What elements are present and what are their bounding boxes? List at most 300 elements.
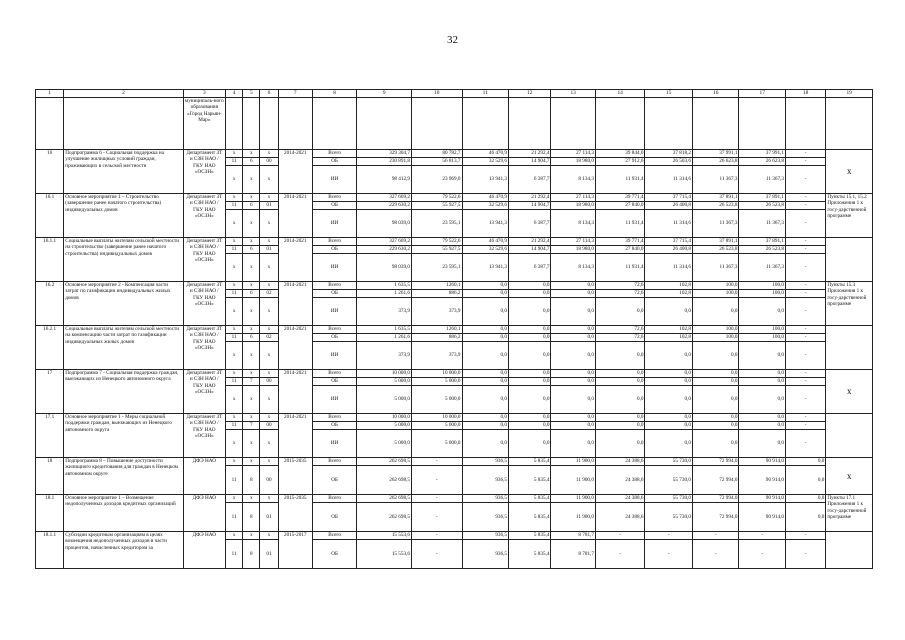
code-cell: х [226, 342, 243, 370]
value-cell: 24 388,6 [595, 495, 645, 503]
value-cell: 0,0 [509, 378, 551, 386]
executor-cell: ДФЭ НАО [183, 458, 225, 495]
source-cell: ИИ [312, 430, 356, 458]
column-number: 10 [411, 90, 462, 98]
value-cell: 0,0 [739, 370, 786, 378]
value-cell: 98 412,9 [357, 166, 412, 194]
value-cell: 39 771,4 [595, 238, 645, 246]
value-cell: 0,0 [462, 290, 509, 298]
code-cell: х [260, 430, 278, 458]
value-cell: 11 367,3 [692, 210, 739, 238]
value-cell: 90 914,0 [739, 503, 786, 532]
value-cell: 13 941,3 [462, 254, 509, 282]
value-cell: - [785, 158, 825, 166]
code-cell: х [226, 495, 243, 503]
value-cell: - [411, 458, 462, 466]
code-cell: х [226, 210, 243, 238]
row-number: 16.1 [36, 194, 64, 238]
value-cell: 0,0 [645, 378, 693, 386]
value-cell: 5 835,4 [509, 503, 551, 532]
value-cell: 55 927,5 [411, 202, 462, 210]
value-cell: 0,0 [509, 334, 551, 342]
column-number: 7 [278, 90, 312, 98]
value-cell: 5 835,4 [509, 458, 551, 466]
value-cell: 26 400,8 [645, 202, 693, 210]
value-cell: 936,5 [462, 458, 509, 466]
value-cell: 11 314,6 [645, 166, 693, 194]
column-number: 14 [595, 90, 645, 98]
value-cell: - [785, 342, 825, 370]
value-cell: 27 840,0 [595, 246, 645, 254]
value-cell: - [785, 210, 825, 238]
value-cell: 0,0 [551, 430, 595, 458]
value-cell: - [785, 422, 825, 430]
value-cell: 26 623,8 [739, 158, 786, 166]
code-cell: 00 [260, 158, 278, 166]
years-cell: 2014-2021 [278, 326, 312, 370]
value-cell: 8 134,3 [551, 254, 595, 282]
code-cell: х [260, 495, 278, 503]
value-cell: 1 635,5 [357, 282, 412, 290]
value-cell: - [645, 532, 693, 540]
code-cell: х [243, 370, 260, 378]
source-cell: ИИ [312, 254, 356, 282]
value-cell: 37 891,1 [739, 194, 786, 202]
code-cell: х [260, 166, 278, 194]
column-number: 9 [357, 90, 412, 98]
years-cell: 2014-2021 [278, 282, 312, 326]
note-cell [826, 414, 873, 458]
value-cell: 18 980,0 [551, 158, 595, 166]
value-cell: 72,6 [595, 290, 645, 298]
value-cell: 102,8 [645, 334, 693, 342]
code-cell: х [243, 386, 260, 414]
code-cell: х [260, 414, 278, 422]
executor-cell: ДФЭ НАО [183, 495, 225, 532]
code-cell: 11 [226, 503, 243, 532]
code-cell: 8 [243, 503, 260, 532]
value-cell: 1 261,6 [357, 290, 412, 298]
source-cell: ИИ [312, 342, 356, 370]
value-cell: - [785, 414, 825, 422]
table-row [36, 495, 873, 503]
code-cell: х [226, 282, 243, 290]
value-cell: 72 994,0 [692, 458, 739, 466]
empty-cell [243, 98, 260, 150]
value-cell: - [411, 466, 462, 495]
value-cell: - [785, 326, 825, 334]
value-cell: 0,0 [509, 282, 551, 290]
code-cell: х [243, 495, 260, 503]
value-cell: - [785, 150, 825, 158]
value-cell: 39 844,0 [595, 150, 645, 158]
code-cell: 01 [260, 540, 278, 569]
table-row [36, 532, 873, 540]
row-number: 17.1 [36, 414, 64, 458]
value-cell: 37 891,1 [739, 238, 786, 246]
program-name: Подпрограмма 8 – Повышение доступности жилищного кредитования для граждан в Ненецком автономном округе [64, 458, 183, 495]
value-cell: 6 387,7 [509, 210, 551, 238]
value-cell: 0,0 [595, 378, 645, 386]
value-cell: - [785, 334, 825, 342]
value-cell: 5 000,0 [357, 378, 412, 386]
value-cell: 886,2 [411, 290, 462, 298]
empty-cell [595, 98, 645, 150]
value-cell: - [411, 503, 462, 532]
value-cell: - [785, 282, 825, 290]
value-cell: 0,0 [595, 422, 645, 430]
code-cell: 11 [226, 246, 243, 254]
value-cell: 23 969,0 [411, 166, 462, 194]
value-cell: 37 891,1 [692, 238, 739, 246]
value-cell: 55 730,0 [645, 458, 693, 466]
value-cell: 98 039,0 [357, 210, 412, 238]
value-cell: 0,0 [785, 495, 825, 503]
value-cell: 13 941,3 [462, 166, 509, 194]
code-cell: 7 [243, 378, 260, 386]
value-cell: - [785, 532, 825, 540]
source-cell: ОБ [312, 540, 356, 569]
source-cell: ОБ [312, 466, 356, 495]
value-cell: 72 994,0 [692, 495, 739, 503]
note-cell: х [826, 150, 873, 194]
value-cell: 24 388,6 [595, 458, 645, 466]
value-cell: - [785, 298, 825, 326]
value-cell: 80 782,7 [411, 150, 462, 158]
value-cell: 37 818,2 [645, 150, 693, 158]
value-cell: 26 623,8 [692, 158, 739, 166]
table-row [36, 150, 873, 158]
code-cell: х [260, 298, 278, 326]
value-cell: - [785, 202, 825, 210]
value-cell: 55 730,0 [645, 466, 693, 495]
value-cell: 0,0 [595, 414, 645, 422]
note-cell [826, 532, 873, 569]
value-cell: 0,0 [462, 414, 509, 422]
column-number: 1 [36, 90, 64, 98]
value-cell: 5 835,4 [509, 466, 551, 495]
source-cell: ОБ [312, 158, 356, 166]
value-cell: - [411, 495, 462, 503]
executor-cell: Департамент ЗТ и СЗН НАО / ГКУ НАО «ОСЗН» [183, 370, 225, 414]
column-number: 8 [312, 90, 356, 98]
source-cell: Всего [312, 495, 356, 503]
value-cell: 10 000,0 [411, 414, 462, 422]
code-cell: х [226, 370, 243, 378]
code-cell: х [226, 238, 243, 246]
years-cell: 2015-2017 [278, 532, 312, 569]
years-cell: 2014-2021 [278, 238, 312, 282]
value-cell: 0,0 [645, 430, 693, 458]
code-cell: х [226, 150, 243, 158]
row-number: 16.1.1 [36, 238, 64, 282]
program-name: Подпрограмма 7 - Социальная поддержка граждан, выезжающих из Ненецкого автономного округа [64, 370, 183, 414]
value-cell: 0,0 [785, 503, 825, 532]
code-cell: х [260, 210, 278, 238]
column-number: 16 [692, 90, 739, 98]
value-cell: 39 771,4 [595, 194, 645, 202]
value-cell: 79 522,6 [411, 238, 462, 246]
table-row [36, 282, 873, 290]
value-cell: 11 931,4 [595, 254, 645, 282]
value-cell: 0,0 [551, 342, 595, 370]
note-cell: Пункты 15.3 Приложения 1 к госу-дарственной программе [826, 282, 873, 326]
code-cell: х [243, 532, 260, 540]
value-cell: 100,0 [739, 290, 786, 298]
code-cell: х [260, 150, 278, 158]
value-cell: 100,0 [739, 282, 786, 290]
value-cell: 21 292,4 [509, 194, 551, 202]
value-cell: 11 931,4 [595, 166, 645, 194]
source-cell: Всего [312, 414, 356, 422]
value-cell: 23 595,1 [411, 210, 462, 238]
row-number: 18 [36, 458, 64, 495]
code-cell: х [226, 430, 243, 458]
value-cell: - [595, 532, 645, 540]
value-cell: 0,0 [462, 326, 509, 334]
value-cell: 15 553,6 [357, 532, 412, 540]
value-cell: 936,5 [462, 466, 509, 495]
executor-cell: Департамент ЗТ и СЗН НАО / ГКУ НАО «ОСЗН» [183, 414, 225, 458]
program-name: Подпрограмма 6 - Социальная поддержка на улучшение жилищных условий граждан, проживающих в сельской местности [64, 150, 183, 194]
code-cell: 6 [243, 202, 260, 210]
value-cell: - [785, 194, 825, 202]
value-cell: 8 781,7 [551, 540, 595, 569]
value-cell: 0,0 [551, 298, 595, 326]
value-cell: 27 114,3 [551, 238, 595, 246]
code-cell: 6 [243, 158, 260, 166]
budget-table [35, 89, 873, 569]
value-cell: 1260,1 [411, 282, 462, 290]
executor-cell: Департамент ЗТ и СЗН НАО / ГКУ НАО «ОСЗН» [183, 194, 225, 238]
code-cell: х [243, 342, 260, 370]
code-cell: х [260, 532, 278, 540]
value-cell: 0,0 [462, 378, 509, 386]
value-cell: - [739, 532, 786, 540]
value-cell: 0,0 [462, 298, 509, 326]
value-cell: 32 529,6 [462, 202, 509, 210]
code-cell: 01 [260, 246, 278, 254]
source-cell: Всего [312, 238, 356, 246]
empty-cell [462, 98, 509, 150]
value-cell: - [785, 386, 825, 414]
column-number: 17 [739, 90, 786, 98]
value-cell: 0,0 [645, 370, 693, 378]
value-cell: 55 730,0 [645, 495, 693, 503]
source-cell: ОБ [312, 334, 356, 342]
value-cell: 262 698,5 [357, 503, 412, 532]
empty-cell [312, 98, 356, 150]
value-cell: 14 904,7 [509, 202, 551, 210]
code-cell: 8 [243, 466, 260, 495]
value-cell: 11 367,3 [692, 166, 739, 194]
source-cell: Всего [312, 532, 356, 540]
program-name: Основное мероприятие 1 – Строительство (завершение ранее начатого строительства) индивидуальных домов [64, 194, 183, 238]
value-cell: 262 698,5 [357, 458, 412, 466]
value-cell: 56 813,7 [411, 158, 462, 166]
value-cell: 100,0 [692, 290, 739, 298]
value-cell: 8 134,3 [551, 210, 595, 238]
empty-cell [411, 98, 462, 150]
value-cell: 21 292,4 [509, 238, 551, 246]
value-cell: 0,0 [595, 430, 645, 458]
value-cell: 0,0 [692, 414, 739, 422]
column-number: 15 [645, 90, 693, 98]
value-cell: 90 914,0 [739, 466, 786, 495]
column-number: 19 [826, 90, 873, 98]
source-cell: ОБ [312, 503, 356, 532]
code-cell: 02 [260, 334, 278, 342]
value-cell: 23 595,1 [411, 254, 462, 282]
code-cell: х [243, 282, 260, 290]
years-cell: 2014-2021 [278, 150, 312, 194]
value-cell: 886,2 [411, 334, 462, 342]
note-cell [826, 238, 873, 282]
value-cell: 26 523,8 [692, 246, 739, 254]
source-cell: Всего [312, 370, 356, 378]
value-cell: 11 900,0 [551, 503, 595, 532]
value-cell: 100,0 [739, 334, 786, 342]
code-cell: х [226, 166, 243, 194]
value-cell: 55 730,0 [645, 503, 693, 532]
value-cell: 0,0 [462, 386, 509, 414]
value-cell: 90 914,0 [739, 495, 786, 503]
value-cell: 8 134,3 [551, 166, 595, 194]
code-cell: х [226, 254, 243, 282]
executor-cell: Департамент ЗТ и СЗН НАО / ГКУ НАО «ОСЗН» [183, 150, 225, 194]
value-cell: 0,0 [645, 414, 693, 422]
executor-cell: муниципаль-ного образования «Город Нарьян-Мар» [183, 98, 225, 150]
years-cell: 2015-2035 [278, 495, 312, 532]
value-cell: 0,0 [462, 422, 509, 430]
value-cell: 11 900,0 [551, 458, 595, 466]
program-name: Субсидии кредитным организациям в целях возмещения недополученных доходов в части процентов, начисленных кредитором за [64, 532, 183, 569]
column-number: 4 [226, 90, 243, 98]
value-cell: - [595, 540, 645, 569]
value-cell: - [785, 254, 825, 282]
years-cell: 2014-2021 [278, 370, 312, 414]
value-cell: 1 261,6 [357, 334, 412, 342]
value-cell: 0,0 [739, 342, 786, 370]
empty-cell [226, 98, 243, 150]
code-cell: 01 [260, 503, 278, 532]
source-cell: ИИ [312, 210, 356, 238]
value-cell: 0,0 [692, 298, 739, 326]
source-cell: ИИ [312, 386, 356, 414]
code-cell: 00 [260, 422, 278, 430]
value-cell: 5 835,4 [509, 532, 551, 540]
value-cell: 14 904,7 [509, 246, 551, 254]
value-cell: 5 000,0 [411, 422, 462, 430]
value-cell: 26 523,8 [739, 202, 786, 210]
column-number: 18 [785, 90, 825, 98]
value-cell: 6 387,7 [509, 166, 551, 194]
source-cell: ИИ [312, 298, 356, 326]
value-cell: 373,9 [411, 298, 462, 326]
value-cell: 0,0 [645, 342, 693, 370]
empty-cell [36, 98, 64, 150]
value-cell: - [411, 532, 462, 540]
empty-cell [509, 98, 551, 150]
value-cell: 26 523,8 [739, 246, 786, 254]
code-cell: 11 [226, 334, 243, 342]
code-cell: х [226, 194, 243, 202]
years-cell: 2015-2035 [278, 458, 312, 495]
value-cell: 72 994,0 [692, 503, 739, 532]
code-cell: 00 [260, 378, 278, 386]
value-cell: 0,0 [692, 342, 739, 370]
source-cell: ОБ [312, 246, 356, 254]
value-cell: 26 523,8 [692, 202, 739, 210]
value-cell: 0,0 [595, 386, 645, 414]
value-cell: 936,5 [462, 495, 509, 503]
value-cell: 0,0 [551, 386, 595, 414]
value-cell: 0,0 [462, 430, 509, 458]
value-cell: 0,0 [551, 378, 595, 386]
value-cell: 329 304,7 [357, 150, 412, 158]
value-cell: - [785, 290, 825, 298]
value-cell: 0,0 [509, 298, 551, 326]
value-cell: 373,9 [357, 298, 412, 326]
value-cell: 72 994,0 [692, 466, 739, 495]
value-cell: 10 000,0 [357, 414, 412, 422]
note-cell: Пункты 15.1, 15.2 Приложения 1 к госу-дарственной программе [826, 194, 873, 238]
column-number: 6 [260, 90, 278, 98]
value-cell: 0,0 [551, 326, 595, 334]
code-cell: 11 [226, 158, 243, 166]
value-cell: 1 635,5 [357, 326, 412, 334]
code-cell: х [260, 282, 278, 290]
value-cell: 327 669,2 [357, 194, 412, 202]
value-cell: 10 000,0 [411, 370, 462, 378]
value-cell: - [785, 246, 825, 254]
value-cell: 0,0 [551, 282, 595, 290]
code-cell: 7 [243, 422, 260, 430]
code-cell: 11 [226, 202, 243, 210]
note-cell: х [826, 458, 873, 495]
empty-cell [64, 98, 183, 150]
executor-cell: ДФЭ НАО [183, 532, 225, 569]
code-cell: х [243, 238, 260, 246]
table-row [36, 370, 873, 378]
value-cell: 5 000,0 [411, 378, 462, 386]
code-cell: х [260, 342, 278, 370]
value-cell: 11 314,6 [645, 254, 693, 282]
value-cell: 5 835,4 [509, 495, 551, 503]
page-number: 32 [447, 34, 458, 46]
value-cell: 0,0 [595, 370, 645, 378]
executor-cell: Департамент ЗТ и СЗН НАО / ГКУ НАО «ОСЗН» [183, 238, 225, 282]
value-cell: 229 630,2 [357, 202, 412, 210]
value-cell: - [785, 166, 825, 194]
years-cell: 2014-2021 [278, 194, 312, 238]
value-cell: 100,0 [692, 326, 739, 334]
row-number: 16 [36, 150, 64, 194]
table-row [36, 194, 873, 202]
code-cell: 11 [226, 290, 243, 298]
value-cell: 5 000,0 [411, 386, 462, 414]
value-cell: 0,0 [692, 386, 739, 414]
value-cell: 5 835,4 [509, 540, 551, 569]
row-number: 16.2.1 [36, 326, 64, 370]
code-cell: 11 [226, 378, 243, 386]
value-cell: 11 367,3 [739, 210, 786, 238]
row-number: 17 [36, 370, 64, 414]
value-cell: 6 387,7 [509, 254, 551, 282]
value-cell: 46 470,9 [462, 150, 509, 158]
code-cell: 02 [260, 290, 278, 298]
program-name: Основное мероприятие 2 - Компенсация части затрат по газификации индивидуальных жилых домов [64, 282, 183, 326]
